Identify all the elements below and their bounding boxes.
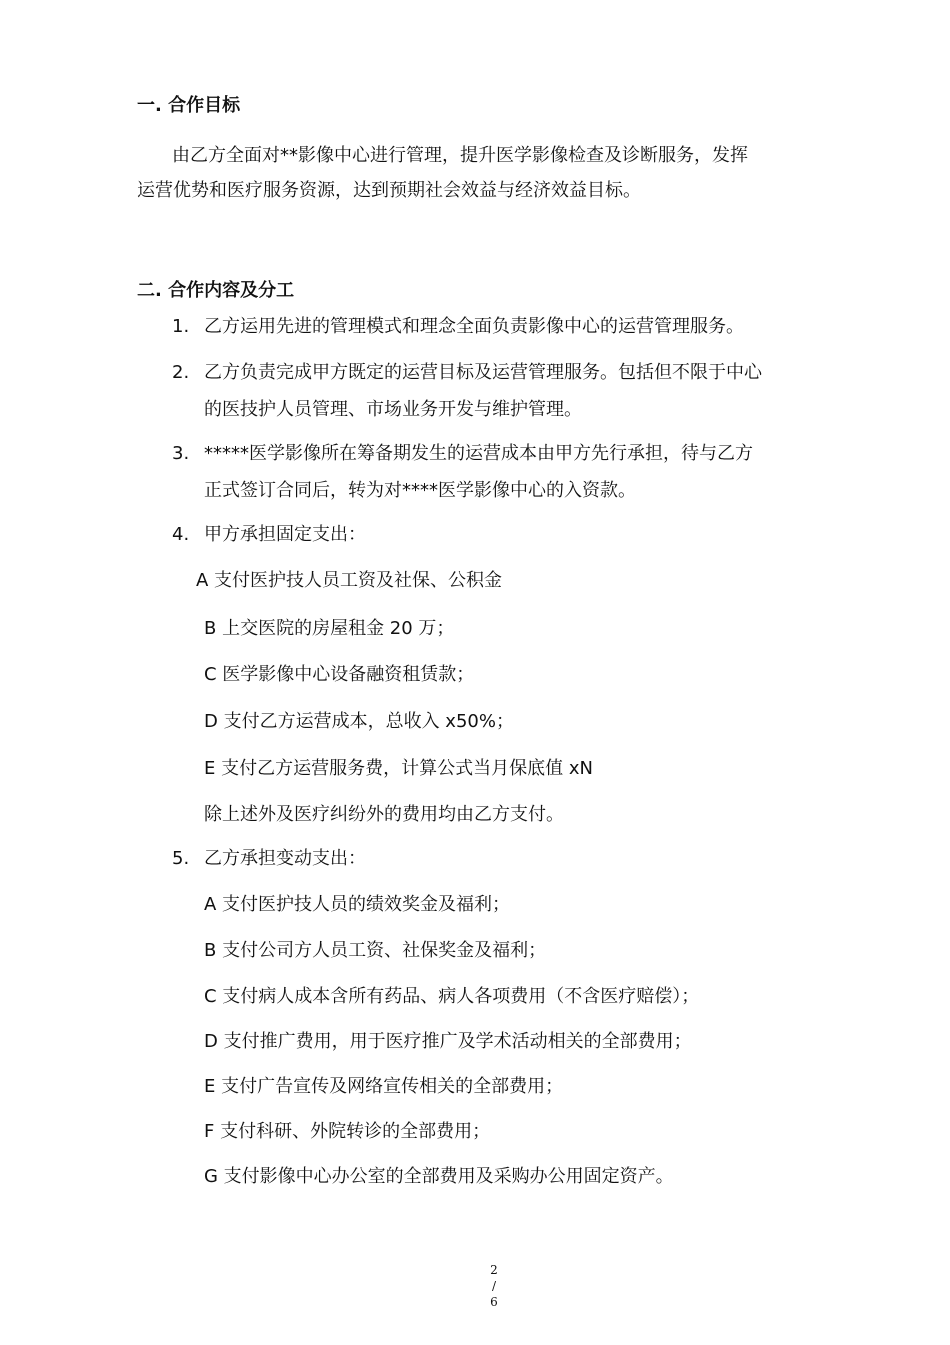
section-1-paragraph-line-1: 由乙方全面对**影像中心进行管理，提升医学影像检查及诊断服务，发挥 <box>172 145 748 166</box>
section-1-heading: 一. 合作目标 <box>137 95 241 116</box>
variable-cost-item: C 支付病人成本含所有药品、病人各项费用（不含医疗赔偿）； <box>204 986 700 1007</box>
section-2-heading: 二. 合作内容及分工 <box>137 280 295 301</box>
fixed-cost-item: E 支付乙方运营服务费，计算公式当月保底值 xN <box>204 758 593 779</box>
page-number <box>486 1262 502 1310</box>
fixed-cost-item: D 支付乙方运营成本，总收入 x50%； <box>204 711 514 732</box>
list-item-number: 4. <box>172 524 190 545</box>
variable-cost-item: E 支付广告宣传及网络宣传相关的全部费用； <box>204 1076 564 1097</box>
list-item-text-continued: 正式签订合同后，转为对****医学影像中心的入资款。 <box>204 480 636 501</box>
page-number-separator: / <box>491 1279 497 1293</box>
variable-cost-item: F 支付科研、外院转诊的全部费用； <box>204 1121 491 1142</box>
variable-cost-item: A 支付医护技人员的绩效奖金及福利； <box>204 894 511 915</box>
list-item-number: 1. <box>172 316 190 337</box>
fixed-cost-item: B 上交医院的房屋租金 20 万； <box>204 618 455 639</box>
fixed-cost-item: A 支付医护技人员工资及社保、公积金 <box>196 570 503 591</box>
list-item-text: *****医学影像所在筹备期发生的运营成本由甲方先行承担，待与乙方 <box>204 443 753 464</box>
variable-cost-item: B 支付公司方人员工资、社保奖金及福利； <box>204 940 547 961</box>
list-item-text: 乙方承担变动支出： <box>204 848 366 869</box>
list-item-text: 乙方负责完成甲方既定的运营目标及运营管理服务。包括但不限于中心 <box>204 362 762 383</box>
fixed-cost-item: C 医学影像中心设备融资租赁款； <box>204 664 475 685</box>
page-number-current: 2 <box>490 1263 498 1277</box>
list-item-text: 甲方承担固定支出： <box>204 524 366 545</box>
page-number-total: 6 <box>490 1295 498 1309</box>
fixed-cost-note: 除上述外及医疗纠纷外的费用均由乙方支付。 <box>204 804 564 825</box>
section-1-paragraph-line-2: 运营优势和医疗服务资源，达到预期社会效益与经济效益目标。 <box>137 180 641 201</box>
list-item-text: 乙方运用先进的管理模式和理念全面负责影像中心的运营管理服务。 <box>204 316 744 337</box>
variable-cost-item: D 支付推广费用，用于医疗推广及学术活动相关的全部费用； <box>204 1031 692 1052</box>
variable-cost-item: G 支付影像中心办公室的全部费用及采购办公用固定资产。 <box>204 1166 674 1187</box>
list-item-number: 3. <box>172 443 190 464</box>
list-item-number: 5. <box>172 848 190 869</box>
list-item-number: 2. <box>172 362 190 383</box>
list-item-text-continued: 的医技护人员管理、市场业务开发与维护管理。 <box>204 399 582 420</box>
